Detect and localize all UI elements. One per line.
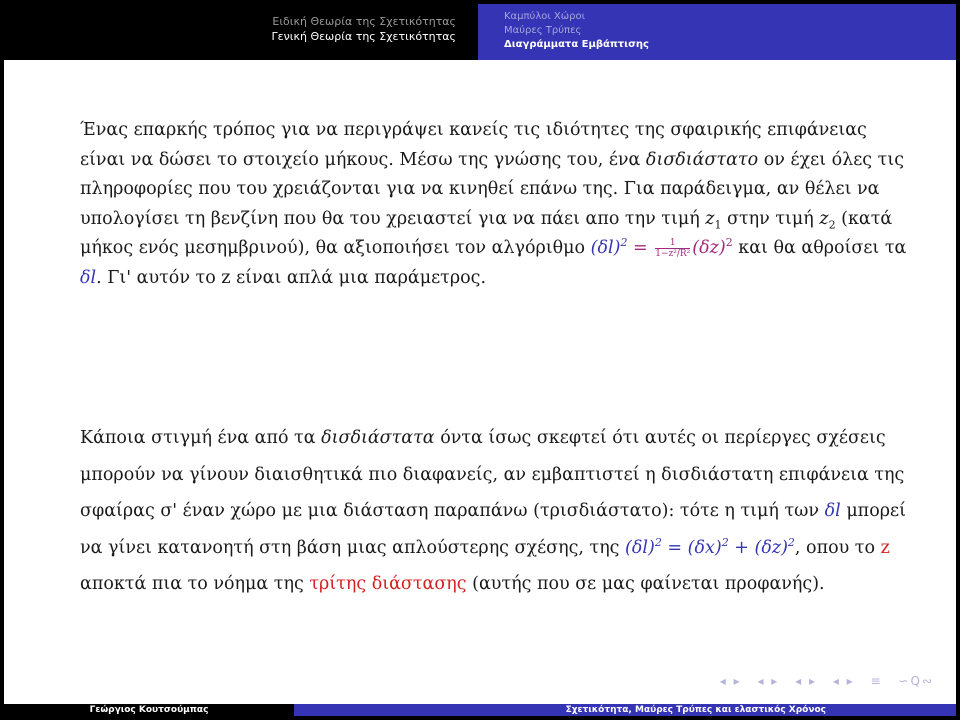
- footer-author: Γεώργιος Κουτσούμπας: [4, 704, 294, 716]
- text: Ένας επαρκής τρόπος για να περιγράψει κανείς τις ιδιότητες της σφαιρικής επιφάνειας είναι να δώσει το στοιχείο μήκους. Μέσω της γνώσης του, ένα: [80, 120, 867, 170]
- nav-toc-icon[interactable]: ≡: [870, 674, 883, 688]
- math-subscript: 2: [828, 218, 836, 231]
- section-link-special-relativity[interactable]: Ειδική Θεωρία της Σχετικότητας: [272, 15, 456, 28]
- nav-frame-arrows-icon[interactable]: ◂ ▸: [719, 674, 742, 688]
- math-dl: δl: [80, 267, 97, 288]
- alert-z: z: [880, 537, 890, 558]
- subsection-link-embedding-diagrams[interactable]: Διαγράμματα Εμβάπτισης: [504, 39, 649, 50]
- paragraph-2: [80, 420, 910, 603]
- subsection-nav: [478, 4, 956, 60]
- text: αποκτά πια το νόημα της: [80, 574, 310, 594]
- emphasis: δισδιάστατο: [645, 149, 759, 170]
- math-dl-squared: (δl): [590, 238, 621, 258]
- footer-title: Σχετικότητα, Μαύρες Τρύπες και ελαστικός Χρόνος: [294, 704, 956, 716]
- nav-search-icon[interactable]: ∽Q∾: [898, 674, 934, 688]
- beamer-navigation: [710, 674, 934, 688]
- text: , οπου το: [794, 537, 881, 558]
- math-dl-squared: (δl): [625, 537, 655, 558]
- math-exponent: 2: [721, 535, 729, 549]
- math-z2: z: [819, 208, 829, 229]
- text: στην τιμή: [721, 208, 820, 229]
- math-subscript: 1: [714, 218, 722, 231]
- subsection-link-curved-spaces[interactable]: Καμπύλοι Χώροι: [504, 11, 585, 22]
- math-exponent: 2: [725, 236, 733, 250]
- math-exponent: 2: [654, 535, 662, 549]
- math-dz-squared: + (δz): [728, 537, 788, 558]
- nav-subsection-arrows-icon[interactable]: ◂ ▸: [757, 674, 780, 688]
- text: ον έχει όλες τις πληροφορίες που του χρειάζονται για να κινηθεί επάνω της. Για παράδειγμα, αν θέλει να υπολογίσει τη βενζίνη που θα του χρειαστεί για να πάει απο την τιμή: [80, 149, 905, 229]
- nav-slide-arrows-icon[interactable]: ◂ ▸: [832, 674, 855, 688]
- text: όντα ίσως σκεφτεί ότι αυτές οι περίεργες σχέσεις μπορούν να γίνουν διαισθητικά πιο διαφανείς, αν εμβαπτιστεί η δισδιάστατη επιφάνεια της σφαίρας σ' έναν χώρο με μια διάσταση παραπάνω (τρισδιάστατο): τότε η τιμή των: [80, 428, 905, 521]
- text: και θα αθροίσει τα: [732, 238, 907, 258]
- math-dx-squared: = (δx): [661, 537, 722, 558]
- math-exponent: 2: [620, 236, 628, 250]
- text: . Γι' αυτόν το z είναι απλά μια παράμετρος.: [96, 267, 487, 288]
- fraction-numerator: 1: [655, 238, 690, 249]
- paragraph-1: [80, 116, 910, 293]
- fraction-denominator: 1−z²/R²: [655, 249, 691, 259]
- math-dz-squared: (δz): [692, 238, 726, 258]
- math-exponent: 2: [787, 535, 795, 549]
- emphasis: δισδιάστατα: [321, 428, 435, 448]
- section-link-general-relativity[interactable]: Γενική Θεωρία της Σχετικότητας: [271, 30, 456, 43]
- math-z1: z: [705, 208, 715, 229]
- subsection-link-black-holes[interactable]: Μαύρες Τρύπες: [504, 25, 582, 36]
- nav-section-arrows-icon[interactable]: ◂ ▸: [795, 674, 818, 688]
- text: (κατά μήκος ενός μεσημβρινού), θα αξιοποιήσει τον αλγόριθμο: [80, 208, 893, 258]
- math-fraction: [655, 238, 690, 259]
- text: μπορεί να γίνει κατανοητή στη βάση μιας απλούστερης σχέσης, της: [80, 501, 906, 558]
- section-nav: [4, 4, 478, 60]
- alert-third-dimension: τρίτης διάστασης: [309, 574, 467, 594]
- slide: [4, 4, 956, 716]
- math-equals: =: [627, 238, 654, 258]
- text: (αυτής που σε μας φαίνεται προφανής).: [466, 574, 825, 594]
- footer-bar: [4, 704, 956, 716]
- math-dl: δl: [824, 501, 841, 521]
- text: Κάποια στιγμή ένα από τα: [80, 428, 322, 448]
- header-bar: [4, 4, 956, 60]
